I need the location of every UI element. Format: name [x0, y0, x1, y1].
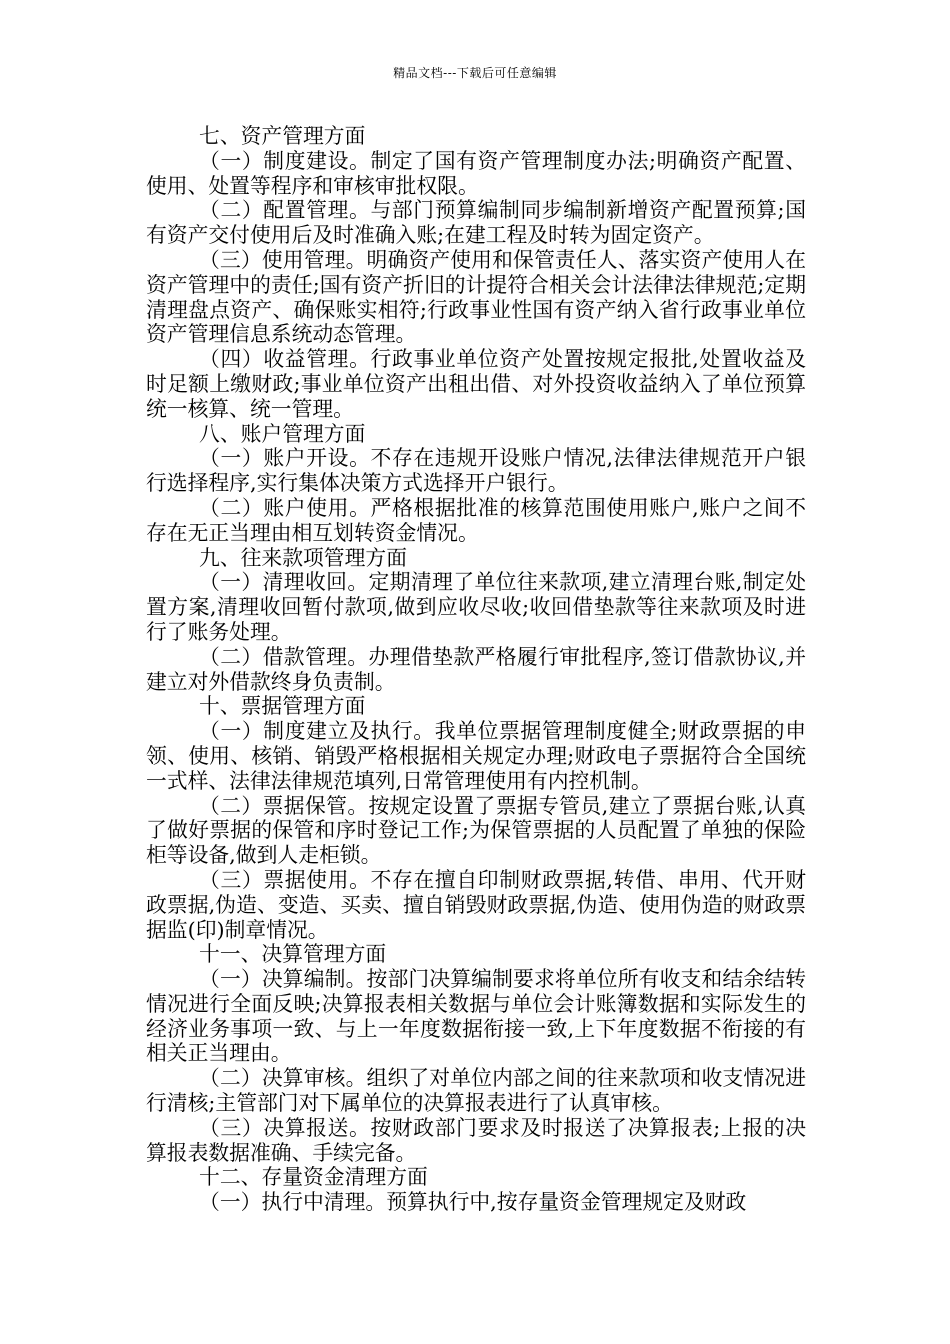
- section-heading-receivables: 九、往来款项管理方面: [199, 545, 407, 570]
- paragraph: （三）使用管理。明确资产使用和保管责任人、落实资产使用人在资产管理中的责任;国有资产折旧的计提符合相关会计法律法律规范;定期清理盘点资产、确保账实相符;行政事业性国有资产纳入省行政事业单位资产管理信息系统动态管理。: [146, 247, 806, 347]
- paragraph: （二）票据保管。按规定设置了票据专管员,建立了票据台账,认真了做好票据的保管和序时登记工作;为保管票据的人员配置了单独的保险柜等设备,做到人走柜锁。: [146, 793, 806, 868]
- section-heading-stock-funds: 十二、存量资金清理方面: [199, 1165, 428, 1190]
- paragraph: （三）决算报送。按财政部门要求及时报送了决算报表;上报的决算报表数据准确、手续完备。: [146, 1115, 806, 1165]
- paragraph: （三）票据使用。不存在擅自印制财政票据,转借、串用、代开财政票据,伪造、变造、买卖、擅自销毁财政票据,伪造、使用伪造的财政票据监(印)制章情况。: [146, 867, 806, 942]
- paragraph: （一）清理收回。定期清理了单位往来款项,建立清理台账,制定处置方案,清理收回暂付款项,做到应收尽收;收回借垫款等往来款项及时进行了账务处理。: [146, 570, 806, 644]
- paragraph: （一）制度建设。制定了国有资产管理制度办法;明确资产配置、使用、处置等程序和审核审批权限。: [146, 148, 806, 198]
- section-heading-bills: 十、票据管理方面: [199, 694, 366, 719]
- paragraph: （四）收益管理。行政事业单位资产处置按规定报批,处置收益及时足额上缴财政;事业单位资产出租出借、对外投资收益纳入了单位预算统一核算、统一管理。: [146, 347, 806, 421]
- paragraph: （二）配置管理。与部门预算编制同步编制新增资产配置预算;国有资产交付使用后及时准确入账;在建工程及时转为固定资产。: [146, 198, 806, 248]
- section-heading-accounts: 八、账户管理方面: [199, 421, 366, 446]
- paragraph: （一）账户开设。不存在违规开设账户情况,法律法律规范开户银行选择程序,实行集体决策方式选择开户银行。: [146, 446, 806, 496]
- document-body: [146, 124, 806, 1215]
- paragraph: （一）执行中清理。预算执行中,按存量资金管理规定及财政: [199, 1190, 747, 1215]
- paragraph: （二）借款管理。办理借垫款严格履行审批程序,签订借款协议,并建立对外借款终身负责制。: [146, 644, 806, 694]
- paragraph: （二）决算审核。组织了对单位内部之间的往来款项和收支情况进行清核;主管部门对下属单位的决算报表进行了认真审核。: [146, 1066, 806, 1116]
- paragraph: （一）决算编制。按部门决算编制要求将单位所有收支和结余结转情况进行全面反映;决算报表相关数据与单位会计账簿数据和实际发生的经济业务事项一致、与上一年度数据衔接一致,上下年度数据不衔接的有相关正当理由。: [146, 967, 806, 1066]
- section-heading-assets: 七、资产管理方面: [199, 124, 366, 148]
- paragraph: （一）制度建立及执行。我单位票据管理制度健全;财政票据的申领、使用、核销、销毁严格根据相关规定办理;财政电子票据符合全国统一式样、法律法律规范填列,日常管理使用有内控机制。: [146, 719, 806, 793]
- page-header: 精品文档---下载后可任意编辑: [393, 66, 557, 80]
- paragraph: （二）账户使用。严格根据批准的核算范围使用账户,账户之间不存在无正当理由相互划转资金情况。: [146, 495, 806, 545]
- section-heading-final-accounts: 十一、决算管理方面: [199, 942, 387, 967]
